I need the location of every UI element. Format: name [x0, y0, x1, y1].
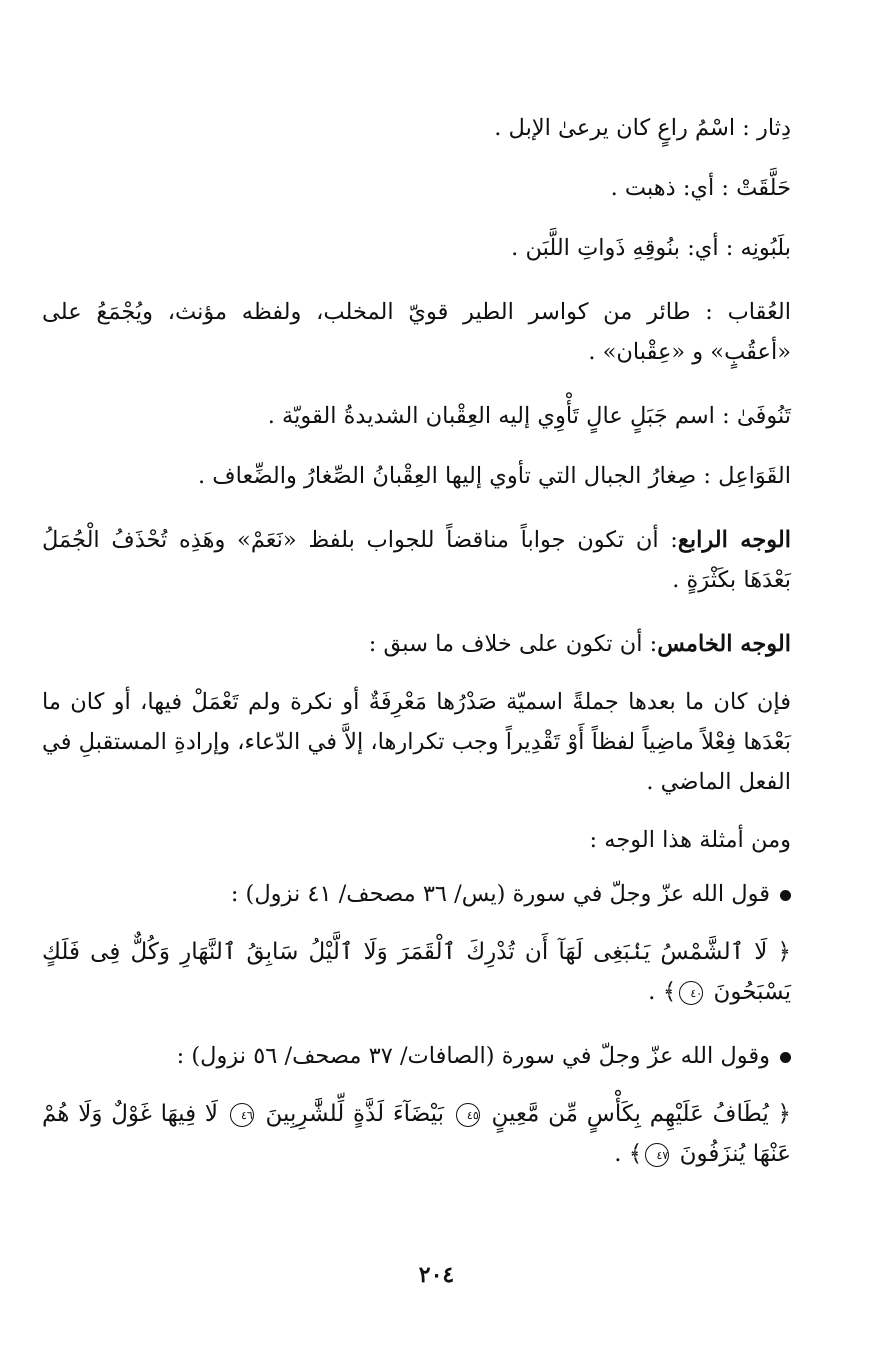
- entry-labunihi: بلَبُونِه : أي: بنُوقِهِ ذَواتِ اللَّبَن .: [511, 235, 791, 261]
- ayah-number-icon: ٤٠: [679, 981, 703, 1005]
- page-number: ٢٠٤: [418, 1262, 455, 1288]
- bullet-icon: [780, 1052, 791, 1063]
- entry-dithar: دِثار : اسْمُ راعٍ كان يرعىٰ الإبل .: [494, 115, 791, 141]
- verse-text: بَيْضَآءَ لَذَّةٍ لِّلشَّٰرِبِينَ: [265, 1101, 444, 1127]
- examples-intro: ومن أمثلة هذا الوجه :: [589, 827, 791, 853]
- verse-text: ﴿ يُطَافُ عَلَيْهِم بِكَأْسٍ مِّن مَّعِينٍ: [491, 1101, 791, 1127]
- entry-definition: صِغارُ الجبال التي تأوي إليها العِقْبانُ الصِّغارُ والضِّعاف .: [198, 463, 697, 489]
- ayah-number-icon: ٤٦: [230, 1103, 254, 1127]
- entry-term: العُقاب: [727, 299, 791, 325]
- entry-term: تَنُوفَىٰ: [736, 403, 791, 429]
- entry-term: بلَبُونِه: [740, 235, 791, 261]
- entry-definition: طائر من كواسر الطير قويّ المخلب، ولفظه مؤنث، ويُجْمَعُ على «أعقُبٍ» و «عِقْبان» .: [42, 299, 791, 365]
- bullet-icon: [780, 890, 791, 901]
- ayah-number-icon: ٤٥: [456, 1103, 480, 1127]
- verse-text: لَا فِيهَا غَوْلٌ وَلَا هُمْ عَنْهَا يُنزَفُونَ: [42, 1101, 791, 1167]
- entry-tanufa: تَنُوفَىٰ : اسم جَبَلٍ عالٍ تَأْوِي إليه العِقْبان الشديدةُ القويّة .: [267, 403, 791, 429]
- entry-definition: اسم جَبَلٍ عالٍ تَأْوِي إليه العِقْبان الشديدةُ القويّة .: [267, 403, 715, 429]
- example-1-intro: قول الله عزّ وجلّ في سورة (يس/ ٣٦ مصحف/ ٤١ نزول) :: [42, 878, 791, 910]
- section-label: الوجه الخامس: [657, 631, 791, 657]
- entry-term: القَوَاعِل: [718, 463, 791, 489]
- entry-uqab: العُقاب : طائر من كواسر الطير قويّ المخلب، ولفظه مؤنث، ويُجْمَعُ على «أعقُبٍ» و «عِقْبان» .: [42, 299, 791, 365]
- example-2-verse: ﴿ يُطَافُ عَلَيْهِم بِكَأْسٍ مِّن مَّعِينٍ ٤٥ بَيْضَآءَ لَذَّةٍ لِّلشَّٰرِبِينَ ٤٦ لَا فِيهَا غَوْلٌ وَلَا هُمْ عَنْهَا يُنزَفُونَ ٤٧﴾ .: [42, 1101, 791, 1167]
- ayah-number-icon: ٤٧: [645, 1143, 669, 1167]
- entry-definition: اسْمُ راعٍ كان يرعىٰ الإبل .: [494, 115, 736, 141]
- entry-definition: أي: بنُوقِهِ ذَواتِ اللَّبَن .: [511, 235, 719, 261]
- section-label: الوجه الرابع: [677, 527, 791, 553]
- entry-hallaqat: حَلَّقَتْ : أي: ذهبت .: [610, 175, 791, 201]
- entry-definition: أي: ذهبت .: [610, 175, 715, 201]
- entry-term: دِثار: [756, 115, 791, 141]
- paragraph-rule: فإن كان ما بعدها جملةً اسميّة صَدْرُها مَعْرِفَةٌ أو نكرة ولم تَعْمَلْ فيها، أو كان ما بَعْدَها فِعْلاً ماضِياً لفظاً أَوْ تَقْدِيراً وجب تكرارها، إلاَّ في الدّعاء، وإرادةِ المستقبلِ في الفعل الماضي .: [42, 689, 791, 795]
- section-text: : أن تكون جواباً مناقضاً للجواب بلفظ «نَعَمْ» وهَذِه تُحْذَفُ الْجُمَلُ بَعْدَهَا بكَثْرَةٍ .: [42, 527, 791, 593]
- example-1-verse: ﴿ لَا ٱلشَّمْسُ يَنۢبَغِى لَهَآ أَن تُدْرِكَ ٱلْقَمَرَ وَلَا ٱلَّيْلُ سَابِقُ ٱلنَّهَارِ وَكُلٌّ فِى فَلَكٍ يَسْبَحُونَ ٤٠﴾ .: [42, 939, 791, 1005]
- entry-qawail: القَوَاعِل : صِغارُ الجبال التي تأوي إليها العِقْبانُ الصِّغارُ والضِّعاف .: [198, 463, 791, 489]
- entry-term: حَلَّقَتْ: [736, 175, 791, 201]
- section-text: : أن تكون على خلاف ما سبق :: [368, 631, 658, 657]
- verse-text: ﴿ لَا ٱلشَّمْسُ يَنۢبَغِى لَهَآ أَن تُدْرِكَ ٱلْقَمَرَ وَلَا ٱلَّيْلُ سَابِقُ ٱلنَّهَارِ وَكُلٌّ فِى فَلَكٍ يَسْبَحُونَ: [42, 939, 791, 1005]
- section-fifth: [42, 628, 791, 660]
- example-2-intro: وقول الله عزّ وجلّ في سورة (الصافات/ ٣٧ مصحف/ ٥٦ نزول) :: [42, 1040, 791, 1072]
- section-fourth: [42, 520, 791, 600]
